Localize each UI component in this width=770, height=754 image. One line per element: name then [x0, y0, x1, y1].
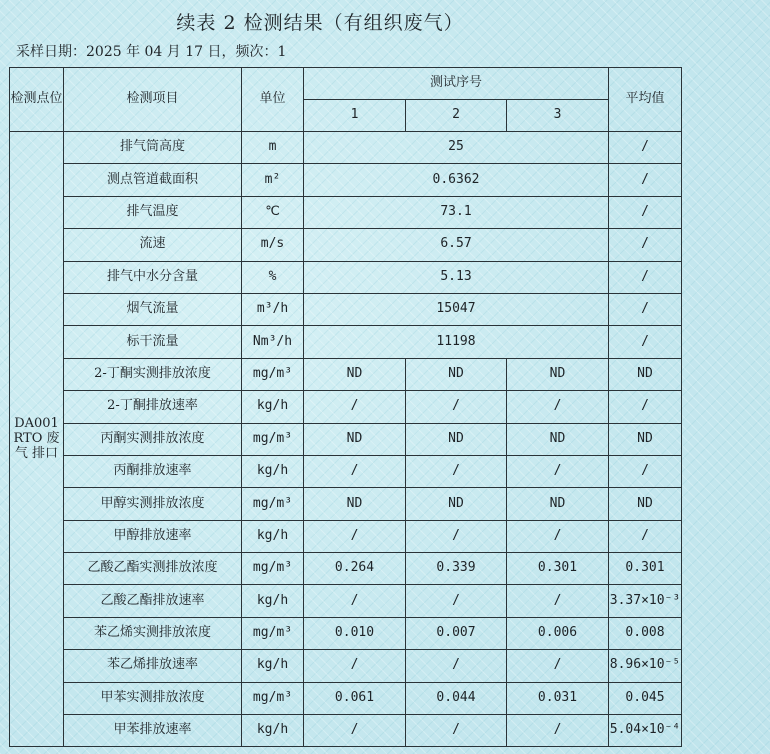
row-run-2: / — [406, 455, 507, 487]
row-unit: m/s — [242, 229, 304, 261]
row-item: 乙酸乙酯排放速率 — [64, 585, 242, 617]
row-unit: mg/m³ — [242, 682, 304, 714]
row-run-2: / — [406, 650, 507, 682]
row-unit: mg/m³ — [242, 617, 304, 649]
row-average: / — [609, 455, 682, 487]
row-run-1: / — [304, 520, 406, 552]
row-unit: m² — [242, 164, 304, 196]
row-run-3: / — [507, 650, 609, 682]
table-row — [10, 358, 682, 390]
row-average: / — [609, 164, 682, 196]
row-value: 15047 — [304, 293, 609, 325]
row-item: 苯乙烯实测排放浓度 — [64, 617, 242, 649]
row-average: / — [609, 261, 682, 293]
row-run-2: ND — [406, 358, 507, 390]
row-run-1: / — [304, 455, 406, 487]
table-row — [10, 326, 682, 358]
row-unit: kg/h — [242, 585, 304, 617]
row-run-2: ND — [406, 488, 507, 520]
row-item: 丙酮实测排放浓度 — [64, 423, 242, 455]
table-title: 续表 2 检测结果（有组织废气） — [176, 12, 464, 34]
row-unit: % — [242, 261, 304, 293]
row-unit: mg/m³ — [242, 423, 304, 455]
row-run-3: ND — [507, 423, 609, 455]
row-unit: m³/h — [242, 293, 304, 325]
row-average: / — [609, 391, 682, 423]
row-average: ND — [609, 488, 682, 520]
row-item: 标干流量 — [64, 326, 242, 358]
location-cell: DA001 RTO 废气 排口 — [10, 132, 64, 747]
row-run-2: / — [406, 715, 507, 747]
table-row — [10, 261, 682, 293]
row-value: 0.6362 — [304, 164, 609, 196]
row-unit: kg/h — [242, 650, 304, 682]
row-item: 测点管道截面积 — [64, 164, 242, 196]
row-run-1: ND — [304, 423, 406, 455]
table-row — [10, 617, 682, 649]
table-row — [10, 164, 682, 196]
row-run-1: 0.061 — [304, 682, 406, 714]
row-run-1: / — [304, 650, 406, 682]
table-row — [10, 423, 682, 455]
row-item: 苯乙烯排放速率 — [64, 650, 242, 682]
row-value: 73.1 — [304, 196, 609, 228]
row-run-1: 0.010 — [304, 617, 406, 649]
row-item: 2-丁酮实测排放浓度 — [64, 358, 242, 390]
table-row — [10, 520, 682, 552]
row-average: 5.04×10⁻⁴ — [609, 715, 682, 747]
row-average: / — [609, 229, 682, 261]
row-value: 25 — [304, 132, 609, 164]
row-item: 排气温度 — [64, 196, 242, 228]
header-average: 平均值 — [609, 68, 682, 132]
row-run-1: ND — [304, 488, 406, 520]
row-run-3: ND — [507, 358, 609, 390]
header-run-3: 3 — [507, 100, 609, 132]
row-run-3: 0.006 — [507, 617, 609, 649]
row-run-3: 0.031 — [507, 682, 609, 714]
row-item: 排气中水分含量 — [64, 261, 242, 293]
row-item: 丙酮排放速率 — [64, 455, 242, 487]
header-run-2: 2 — [406, 100, 507, 132]
row-unit: mg/m³ — [242, 488, 304, 520]
row-item: 流速 — [64, 229, 242, 261]
row-item: 烟气流量 — [64, 293, 242, 325]
header-item: 检测项目 — [64, 68, 242, 132]
row-run-3: / — [507, 455, 609, 487]
results-table — [9, 67, 682, 747]
table-row — [10, 391, 682, 423]
table-row — [10, 715, 682, 747]
sampling-info: 采样日期：2025 年 04 月 17 日，频次：1 — [16, 44, 287, 60]
row-average: 3.37×10⁻³ — [609, 585, 682, 617]
row-run-1: / — [304, 585, 406, 617]
row-run-2: / — [406, 585, 507, 617]
header-test-no: 测试序号 — [304, 68, 609, 100]
table-row — [10, 553, 682, 585]
row-run-2: 0.339 — [406, 553, 507, 585]
row-average: ND — [609, 423, 682, 455]
row-item: 甲醇排放速率 — [64, 520, 242, 552]
row-unit: m — [242, 132, 304, 164]
row-item: 甲醇实测排放浓度 — [64, 488, 242, 520]
table-row — [10, 132, 682, 164]
row-item: 2-丁酮排放速率 — [64, 391, 242, 423]
row-run-3: / — [507, 391, 609, 423]
row-run-1: ND — [304, 358, 406, 390]
row-average: ND — [609, 358, 682, 390]
row-run-2: 0.007 — [406, 617, 507, 649]
row-average: / — [609, 132, 682, 164]
row-run-1: 0.264 — [304, 553, 406, 585]
table-row — [10, 488, 682, 520]
row-unit: mg/m³ — [242, 553, 304, 585]
row-unit: kg/h — [242, 455, 304, 487]
row-run-3: 0.301 — [507, 553, 609, 585]
table-row — [10, 293, 682, 325]
row-average: / — [609, 196, 682, 228]
table-row — [10, 585, 682, 617]
row-average: 0.008 — [609, 617, 682, 649]
row-run-1: / — [304, 715, 406, 747]
row-unit: kg/h — [242, 391, 304, 423]
row-unit: kg/h — [242, 715, 304, 747]
row-average: 8.96×10⁻⁵ — [609, 650, 682, 682]
row-run-2: ND — [406, 423, 507, 455]
row-average: / — [609, 293, 682, 325]
table-row — [10, 682, 682, 714]
row-unit: mg/m³ — [242, 358, 304, 390]
row-run-3: / — [507, 585, 609, 617]
row-run-2: 0.044 — [406, 682, 507, 714]
row-unit: ℃ — [242, 196, 304, 228]
row-value: 5.13 — [304, 261, 609, 293]
row-average: / — [609, 520, 682, 552]
row-run-2: / — [406, 520, 507, 552]
row-unit: kg/h — [242, 520, 304, 552]
header-location: 检测点位 — [10, 68, 64, 132]
row-average: 0.045 — [609, 682, 682, 714]
row-average: 0.301 — [609, 553, 682, 585]
table-row — [10, 455, 682, 487]
row-item: 排气筒高度 — [64, 132, 242, 164]
header-unit: 单位 — [242, 68, 304, 132]
row-item: 乙酸乙酯实测排放浓度 — [64, 553, 242, 585]
table-row — [10, 650, 682, 682]
row-value: 6.57 — [304, 229, 609, 261]
row-item: 甲苯排放速率 — [64, 715, 242, 747]
row-run-1: / — [304, 391, 406, 423]
row-run-2: / — [406, 391, 507, 423]
row-item: 甲苯实测排放浓度 — [64, 682, 242, 714]
table-row — [10, 229, 682, 261]
row-value: 11198 — [304, 326, 609, 358]
row-average: / — [609, 326, 682, 358]
header-run-1: 1 — [304, 100, 406, 132]
row-run-3: ND — [507, 488, 609, 520]
row-unit: Nm³/h — [242, 326, 304, 358]
row-run-3: / — [507, 715, 609, 747]
row-run-3: / — [507, 520, 609, 552]
table-row — [10, 196, 682, 228]
